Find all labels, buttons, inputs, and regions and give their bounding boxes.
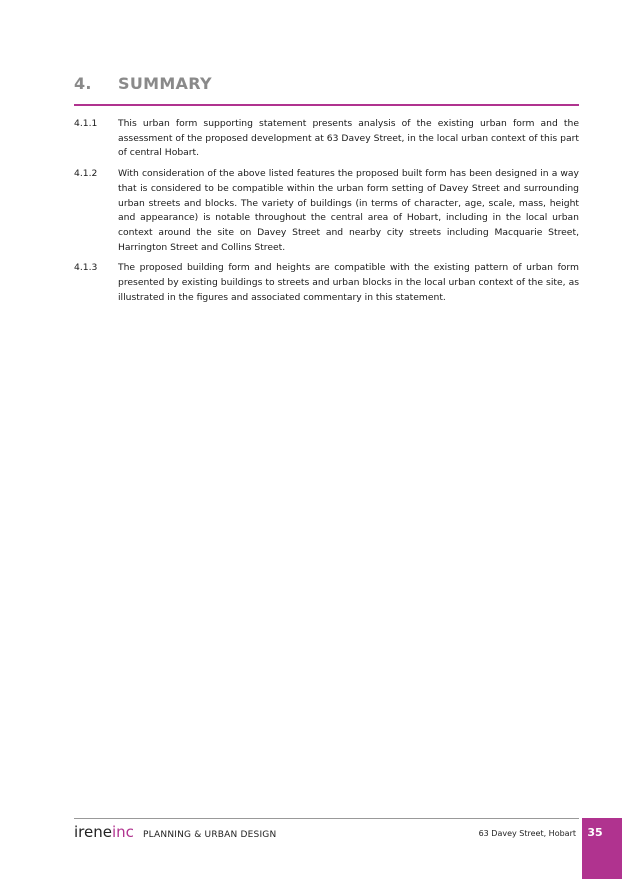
paragraph	[74, 117, 579, 161]
paragraph	[74, 261, 579, 305]
paragraph-number: 4.1.3	[74, 262, 98, 274]
paragraph-number: 4.1.1	[74, 118, 98, 129]
paragraph-list	[74, 117, 579, 311]
paragraph	[74, 167, 579, 255]
section-heading	[74, 74, 579, 93]
brand-logo-irene: irene	[74, 823, 112, 841]
section-title: SUMMARY	[118, 74, 212, 93]
section-number: 4.	[74, 74, 92, 93]
paragraph-text: This urban form supporting statement presents analysis of the existing urban form and the assessment of the proposed development at 63 Davey Street, in the local urban context of this part of central Hobart.	[118, 118, 579, 159]
brand-logo-inc: inc	[111, 823, 134, 841]
page-number: 35	[587, 826, 603, 839]
brand-tagline: PLANNING & URBAN DESIGN	[142, 830, 277, 840]
paragraph-number: 4.1.2	[74, 168, 98, 180]
footer-brand	[74, 822, 276, 841]
paragraph-text: With consideration of the above listed features the proposed built form has been designed in a way that is considered to be compatible within the urban form setting of Davey Street and surrounding urban streets and blocks. The variety of buildings (in terms of character, age, scale, mass, height and appearance) is notable throughout the central area of Hobart, including in the local urban context around the site on Davey Street and nearby city streets including Macquarie Street, Harrington Street and Collins Street.	[118, 168, 579, 253]
page-number-box	[582, 818, 622, 879]
paragraph-text: The proposed building form and heights are compatible with the existing pattern of urban form presented by existing buildings to streets and urban blocks in the local urban context of the site, as illustrated in the figures and associated commentary in this statement.	[118, 262, 579, 303]
footer-address: 63 Davey Street, Hobart	[478, 829, 576, 838]
heading-divider	[74, 104, 579, 106]
footer-divider	[74, 818, 579, 819]
